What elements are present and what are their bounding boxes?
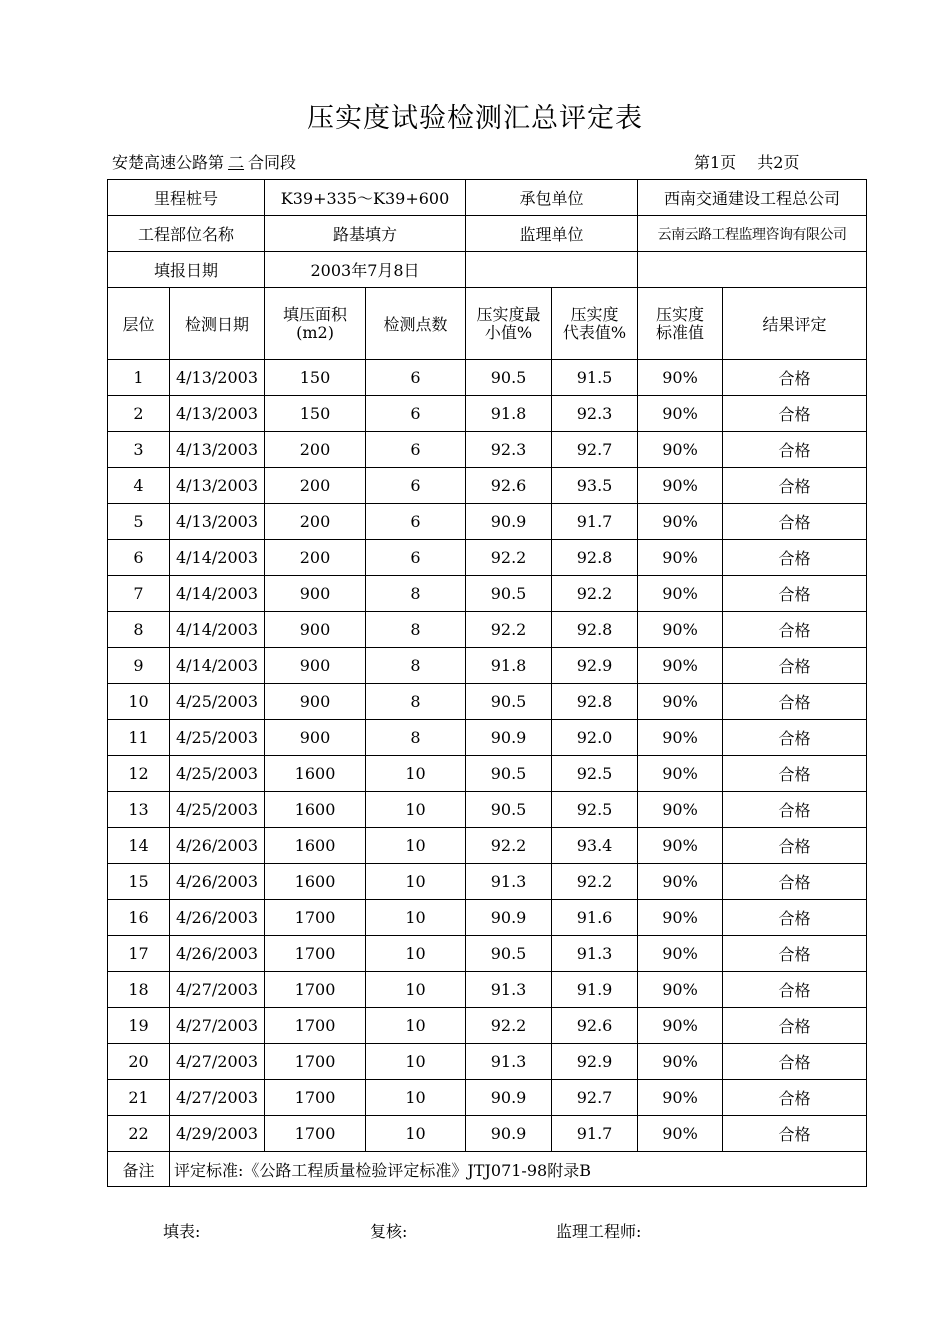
col-header-rep: 压实度 代表值% (552, 288, 638, 360)
cell-layer: 2 (108, 396, 170, 432)
cell-points: 6 (366, 396, 466, 432)
cell-layer: 13 (108, 792, 170, 828)
supervisor-value: 云南云路工程监理咨询有限公司 (638, 216, 867, 252)
cell-std: 90% (638, 936, 723, 972)
cell-points: 10 (366, 1044, 466, 1080)
col-header-area: 填压面积 (m2) (265, 288, 366, 360)
cell-min: 90.5 (466, 684, 552, 720)
col-header-layer: 层位 (108, 288, 170, 360)
table-row (108, 684, 867, 720)
cell-std: 90% (638, 648, 723, 684)
cell-points: 6 (366, 432, 466, 468)
cell-points: 10 (366, 1008, 466, 1044)
chainage-value: K39+335～K39+600 (265, 180, 466, 216)
col-header-std: 压实度 标准值 (638, 288, 723, 360)
chainage-label: 里程桩号 (108, 180, 265, 216)
cell-date: 4/13/2003 (170, 432, 265, 468)
cell-rep: 91.9 (552, 972, 638, 1008)
cell-points: 10 (366, 864, 466, 900)
cell-std: 90% (638, 684, 723, 720)
cell-std: 90% (638, 1080, 723, 1116)
cell-std: 90% (638, 612, 723, 648)
cell-area: 900 (265, 576, 366, 612)
cell-layer: 22 (108, 1116, 170, 1152)
cell-std: 90% (638, 504, 723, 540)
part-value: 路基填方 (265, 216, 466, 252)
contract-section (112, 150, 296, 173)
cell-area: 1700 (265, 900, 366, 936)
cell-layer: 15 (108, 864, 170, 900)
cell-date: 4/29/2003 (170, 1116, 265, 1152)
cell-rep: 92.9 (552, 648, 638, 684)
cell-result: 合格 (723, 972, 867, 1008)
cell-area: 1600 (265, 756, 366, 792)
cell-area: 200 (265, 504, 366, 540)
cell-area: 900 (265, 684, 366, 720)
cell-area: 1600 (265, 864, 366, 900)
cell-result: 合格 (723, 1080, 867, 1116)
cell-std: 90% (638, 576, 723, 612)
cell-layer: 7 (108, 576, 170, 612)
project-suffix: 合同段 (248, 153, 297, 172)
cell-min: 90.5 (466, 792, 552, 828)
cell-result: 合格 (723, 648, 867, 684)
cell-rep: 92.5 (552, 756, 638, 792)
cell-date: 4/27/2003 (170, 1044, 265, 1080)
cell-date: 4/26/2003 (170, 900, 265, 936)
cell-result: 合格 (723, 432, 867, 468)
cell-area: 1700 (265, 1044, 366, 1080)
cell-layer: 3 (108, 432, 170, 468)
table-row (108, 396, 867, 432)
table-row (108, 504, 867, 540)
cell-std: 90% (638, 756, 723, 792)
cell-min: 91.3 (466, 864, 552, 900)
date-value: 2003年7月8日 (265, 252, 466, 288)
page-info: 第1页 共2页 (694, 153, 800, 172)
cell-layer: 19 (108, 1008, 170, 1044)
table-row (108, 1008, 867, 1044)
cell-layer: 10 (108, 684, 170, 720)
cell-date: 4/14/2003 (170, 648, 265, 684)
cell-rep: 92.2 (552, 864, 638, 900)
cell-points: 10 (366, 900, 466, 936)
cell-result: 合格 (723, 576, 867, 612)
cell-result: 合格 (723, 684, 867, 720)
cell-std: 90% (638, 432, 723, 468)
cell-date: 4/26/2003 (170, 828, 265, 864)
contractor-label: 承包单位 (466, 180, 638, 216)
cell-std: 90% (638, 1008, 723, 1044)
table-row (108, 432, 867, 468)
cell-rep: 92.8 (552, 612, 638, 648)
table-row (108, 792, 867, 828)
cell-rep: 92.5 (552, 792, 638, 828)
table-row (108, 468, 867, 504)
table-row (108, 972, 867, 1008)
table-row (108, 1044, 867, 1080)
cell-rep: 91.7 (552, 1116, 638, 1152)
table-row (108, 540, 867, 576)
cell-std: 90% (638, 540, 723, 576)
cell-date: 4/13/2003 (170, 468, 265, 504)
cell-area: 1600 (265, 828, 366, 864)
cell-std: 90% (638, 828, 723, 864)
table-row (108, 936, 867, 972)
cell-min: 90.9 (466, 1080, 552, 1116)
cell-layer: 16 (108, 900, 170, 936)
filler-signature: 填表: (163, 1222, 201, 1241)
supervisor-label: 监理单位 (466, 216, 638, 252)
cell-min: 92.2 (466, 1008, 552, 1044)
cell-points: 6 (366, 504, 466, 540)
reviewer-signature: 复核: (370, 1222, 408, 1241)
cell-date: 4/25/2003 (170, 684, 265, 720)
table-row (108, 720, 867, 756)
cell-date: 4/25/2003 (170, 720, 265, 756)
cell-date: 4/27/2003 (170, 972, 265, 1008)
cell-layer: 4 (108, 468, 170, 504)
cell-min: 91.3 (466, 1044, 552, 1080)
table-row (108, 360, 867, 396)
cell-result: 合格 (723, 1008, 867, 1044)
cell-points: 6 (366, 540, 466, 576)
cell-layer: 1 (108, 360, 170, 396)
cell-std: 90% (638, 360, 723, 396)
cell-std: 90% (638, 900, 723, 936)
table-row (108, 1116, 867, 1152)
cell-result: 合格 (723, 756, 867, 792)
cell-layer: 14 (108, 828, 170, 864)
cell-result: 合格 (723, 540, 867, 576)
cell-min: 91.8 (466, 648, 552, 684)
table-row (108, 648, 867, 684)
table-row (108, 1080, 867, 1116)
cell-rep: 92.2 (552, 576, 638, 612)
page-title: 压实度试验检测汇总评定表 (307, 103, 643, 134)
data-rows (108, 360, 867, 1152)
cell-result: 合格 (723, 936, 867, 972)
cell-min: 92.3 (466, 432, 552, 468)
cell-date: 4/14/2003 (170, 612, 265, 648)
cell-min: 90.5 (466, 936, 552, 972)
cell-area: 900 (265, 720, 366, 756)
cell-rep: 92.7 (552, 432, 638, 468)
cell-area: 1700 (265, 1116, 366, 1152)
table-row (108, 828, 867, 864)
cell-min: 92.2 (466, 612, 552, 648)
cell-points: 10 (366, 756, 466, 792)
cell-layer: 21 (108, 1080, 170, 1116)
cell-rep: 92.9 (552, 1044, 638, 1080)
table-row (108, 756, 867, 792)
contractor-value: 西南交通建设工程总公司 (638, 180, 867, 216)
cell-rep: 91.3 (552, 936, 638, 972)
cell-min: 91.8 (466, 396, 552, 432)
table-row (108, 612, 867, 648)
table-row (108, 576, 867, 612)
info-row-part (108, 216, 867, 252)
cell-rep: 92.6 (552, 1008, 638, 1044)
cell-std: 90% (638, 396, 723, 432)
cell-result: 合格 (723, 1116, 867, 1152)
cell-layer: 9 (108, 648, 170, 684)
info-row-date (108, 252, 867, 288)
cell-date: 4/13/2003 (170, 360, 265, 396)
cell-layer: 5 (108, 504, 170, 540)
note-text: 评定标准:《公路工程质量检验评定标准》JTJ071-98附录B (170, 1152, 867, 1187)
cell-result: 合格 (723, 396, 867, 432)
cell-min: 90.5 (466, 576, 552, 612)
cell-area: 200 (265, 432, 366, 468)
col-header-points: 检测点数 (366, 288, 466, 360)
table-row (108, 864, 867, 900)
cell-points: 6 (366, 360, 466, 396)
cell-rep: 92.8 (552, 684, 638, 720)
cell-result: 合格 (723, 612, 867, 648)
cell-min: 90.9 (466, 900, 552, 936)
cell-date: 4/13/2003 (170, 504, 265, 540)
cell-min: 90.9 (466, 1116, 552, 1152)
engineer-signature: 监理工程师: (556, 1222, 642, 1241)
date-label: 填报日期 (108, 252, 265, 288)
cell-date: 4/27/2003 (170, 1080, 265, 1116)
cell-points: 8 (366, 684, 466, 720)
cell-rep: 92.8 (552, 540, 638, 576)
cell-points: 10 (366, 1080, 466, 1116)
cell-points: 6 (366, 468, 466, 504)
cell-min: 90.5 (466, 360, 552, 396)
cell-min: 92.2 (466, 540, 552, 576)
cell-min: 90.9 (466, 504, 552, 540)
info-row-chainage (108, 180, 867, 216)
cell-result: 合格 (723, 468, 867, 504)
cell-result: 合格 (723, 900, 867, 936)
cell-points: 10 (366, 828, 466, 864)
cell-layer: 8 (108, 612, 170, 648)
cell-rep: 92.7 (552, 1080, 638, 1116)
cell-std: 90% (638, 1044, 723, 1080)
cell-min: 91.3 (466, 972, 552, 1008)
cell-rep: 92.0 (552, 720, 638, 756)
cell-std: 90% (638, 468, 723, 504)
note-row (108, 1152, 867, 1187)
cell-layer: 18 (108, 972, 170, 1008)
cell-points: 10 (366, 792, 466, 828)
cell-points: 8 (366, 720, 466, 756)
cell-rep: 91.7 (552, 504, 638, 540)
cell-std: 90% (638, 972, 723, 1008)
cell-points: 10 (366, 1116, 466, 1152)
cell-std: 90% (638, 792, 723, 828)
cell-std: 90% (638, 1116, 723, 1152)
cell-area: 200 (265, 540, 366, 576)
cell-area: 900 (265, 612, 366, 648)
cell-points: 8 (366, 648, 466, 684)
cell-area: 150 (265, 396, 366, 432)
cell-std: 90% (638, 864, 723, 900)
cell-result: 合格 (723, 1044, 867, 1080)
cell-result: 合格 (723, 720, 867, 756)
cell-rep: 91.6 (552, 900, 638, 936)
cell-area: 900 (265, 648, 366, 684)
column-header-row (108, 288, 867, 360)
col-header-result: 结果评定 (723, 288, 867, 360)
cell-layer: 17 (108, 936, 170, 972)
cell-result: 合格 (723, 504, 867, 540)
cell-date: 4/25/2003 (170, 792, 265, 828)
cell-area: 1700 (265, 936, 366, 972)
cell-rep: 92.3 (552, 396, 638, 432)
cell-area: 1700 (265, 1008, 366, 1044)
cell-date: 4/27/2003 (170, 1008, 265, 1044)
cell-points: 8 (366, 576, 466, 612)
section-number: 二 (228, 153, 245, 172)
empty-cell (466, 252, 638, 288)
cell-result: 合格 (723, 864, 867, 900)
cell-date: 4/26/2003 (170, 864, 265, 900)
cell-area: 1700 (265, 1080, 366, 1116)
cell-rep: 91.5 (552, 360, 638, 396)
cell-min: 90.5 (466, 756, 552, 792)
cell-rep: 93.4 (552, 828, 638, 864)
cell-date: 4/14/2003 (170, 540, 265, 576)
cell-date: 4/14/2003 (170, 576, 265, 612)
project-prefix: 安楚高速公路第 (112, 153, 225, 172)
cell-date: 4/26/2003 (170, 936, 265, 972)
cell-area: 1700 (265, 972, 366, 1008)
cell-layer: 6 (108, 540, 170, 576)
cell-layer: 11 (108, 720, 170, 756)
cell-result: 合格 (723, 360, 867, 396)
cell-rep: 93.5 (552, 468, 638, 504)
cell-points: 10 (366, 972, 466, 1008)
cell-min: 90.9 (466, 720, 552, 756)
cell-layer: 12 (108, 756, 170, 792)
col-header-min: 压实度最 小值% (466, 288, 552, 360)
table-row (108, 900, 867, 936)
cell-points: 10 (366, 936, 466, 972)
compaction-summary-table (107, 179, 867, 1187)
cell-min: 92.2 (466, 828, 552, 864)
col-header-test-date: 检测日期 (170, 288, 265, 360)
cell-area: 200 (265, 468, 366, 504)
cell-result: 合格 (723, 828, 867, 864)
cell-min: 92.6 (466, 468, 552, 504)
cell-std: 90% (638, 720, 723, 756)
cell-area: 150 (265, 360, 366, 396)
cell-points: 8 (366, 612, 466, 648)
cell-date: 4/25/2003 (170, 756, 265, 792)
cell-layer: 20 (108, 1044, 170, 1080)
note-label: 备注 (108, 1152, 170, 1187)
empty-cell (638, 252, 867, 288)
cell-result: 合格 (723, 792, 867, 828)
cell-date: 4/13/2003 (170, 396, 265, 432)
cell-area: 1600 (265, 792, 366, 828)
part-label: 工程部位名称 (108, 216, 265, 252)
